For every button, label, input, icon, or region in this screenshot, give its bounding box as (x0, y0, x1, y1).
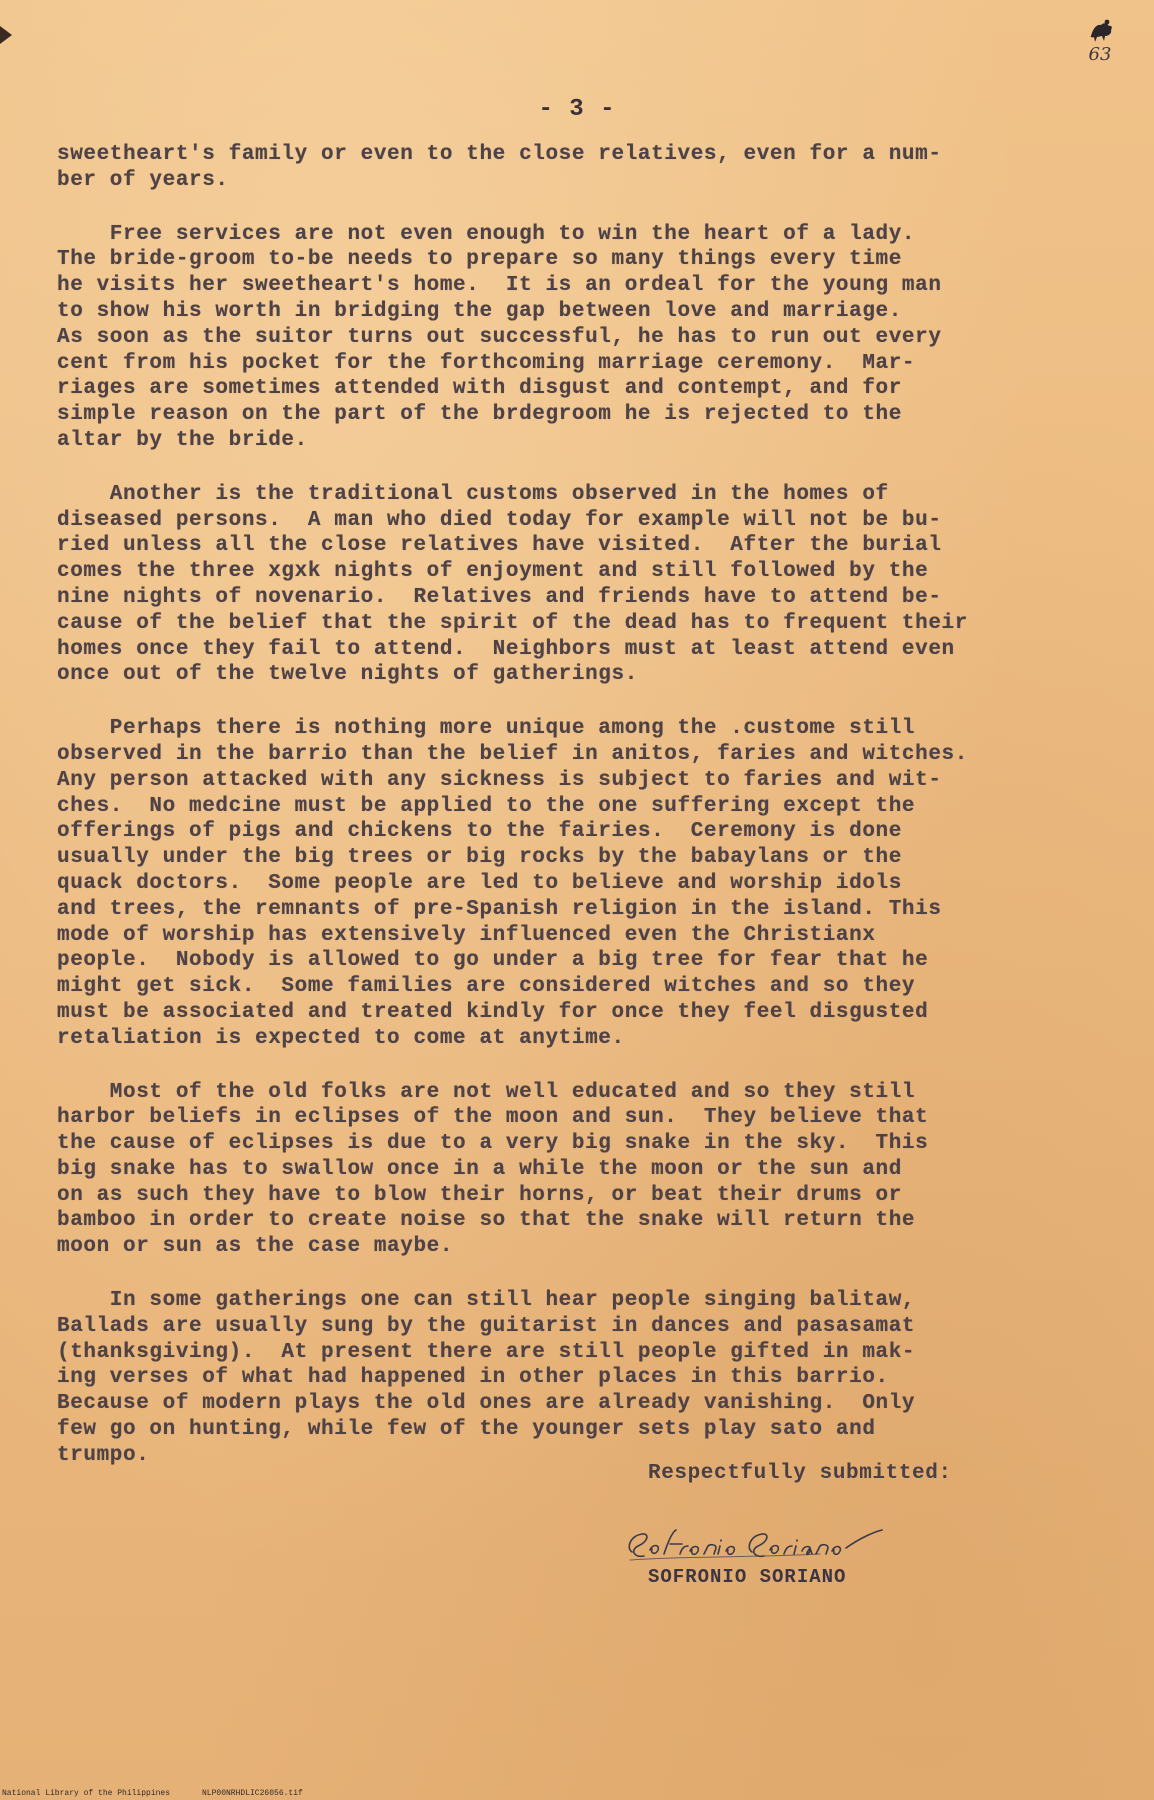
text-line: retaliation is expected to come at anytime. (57, 1026, 625, 1050)
scan-footer (0, 1788, 1154, 1800)
text-line: mode of worship has extensively influenced even the Christianx (57, 923, 876, 947)
footer-file-id: NLP00NRHDLIC26056.tif (202, 1789, 303, 1798)
text-line: cause of the belief that the spirit of the dead has to frequent their (57, 611, 968, 635)
page-number: - 3 - (538, 96, 616, 123)
text-line: Because of modern plays the old ones are already vanishing. Only (57, 1392, 916, 1416)
text-line: nine nights of novenario. Relatives and friends have to attend be- (57, 585, 942, 609)
text-line: The bride-groom to-be needs to prepare so many things every time (57, 248, 902, 272)
text-line: ing verses of what had happened in other places in this barrio. (57, 1366, 889, 1390)
closing-salutation: Respectfully submitted: (648, 1462, 952, 1485)
text-line: the cause of eclipses is due to a very big snake in the sky. This (57, 1132, 929, 1156)
handwritten-signature (620, 1518, 900, 1568)
text-line: Most of the old folks are not well educated and so they still (57, 1080, 916, 1104)
text-line: diseased persons. A man who died today for example will not be bu- (57, 508, 942, 532)
text-line: Ballads are usually sung by the guitarist in dances and pasasamat (57, 1314, 916, 1338)
paragraph-4 (57, 716, 1077, 1051)
text-line: Another is the traditional customs observed in the homes of (57, 482, 889, 506)
stamp-number: 63 (1088, 44, 1112, 65)
text-line: riages are sometimes attended with disgust and contempt, and for (57, 377, 902, 401)
text-line: harbor beliefs in eclipses of the moon and sun. They believe that (57, 1106, 929, 1130)
stamp-figure-icon (1085, 16, 1115, 46)
text-line: (thanksgiving). At present there are still people gifted in mak- (57, 1340, 916, 1364)
text-line: big snake has to swallow once in a while the moon or the sun and (57, 1157, 902, 1181)
text-line: and trees, the remnants of pre-Spanish religion in the island. This (57, 897, 942, 921)
corner-mark (0, 26, 12, 44)
text-line: ches. No medcine must be applied to the one suffering except the (57, 794, 916, 818)
text-line: might get sick. Some families are considered witches and so they (57, 975, 916, 999)
text-line: trumpo. (57, 1443, 150, 1467)
body-text (57, 142, 1077, 1497)
paragraph-3 (57, 482, 1077, 688)
text-line: to show his worth in bridging the gap between love and marriage. (57, 299, 902, 323)
page-stamp (1080, 16, 1120, 70)
paragraph-2 (57, 222, 1077, 454)
footer-institution: National Library of the Philippines (2, 1789, 171, 1798)
text-line: moon or sun as the case maybe. (57, 1235, 454, 1259)
text-line: once out of the twelve nights of gatherings. (57, 663, 638, 687)
paragraph-1 (57, 142, 1077, 194)
paragraph-6 (57, 1288, 1077, 1469)
text-line: sweetheart's family or even to the close relatives, even for a num- (57, 143, 942, 166)
text-line: As soon as the suitor turns out successful, he has to run out every (57, 325, 942, 349)
text-line: Any person attacked with any sickness is subject to faries and wit- (57, 768, 942, 792)
text-line: ried unless all the close relatives have visited. After the burial (57, 534, 942, 558)
paragraph-5 (57, 1080, 1077, 1261)
text-line: usually under the big trees or big rocks by the babaylans or the (57, 846, 902, 870)
text-line: Perhaps there is nothing more unique among the .custome still (57, 717, 916, 741)
text-line: cent from his pocket for the forthcoming marriage ceremony. Mar- (57, 351, 916, 375)
text-line: ber of years. (57, 168, 229, 192)
text-line: on as such they have to blow their horns, or beat their drums or (57, 1183, 902, 1207)
text-line: altar by the bride. (57, 428, 308, 452)
text-line: In some gatherings one can still hear people singing balitaw, (57, 1289, 916, 1313)
text-line: offerings of pigs and chickens to the fairies. Ceremony is done (57, 820, 902, 844)
text-line: must be associated and treated kindly for once they feel disgusted (57, 1000, 929, 1024)
text-line: Free services are not even enough to win the heart of a lady. (57, 222, 916, 246)
signatory-name: SOFRONIO SORIANO (648, 1566, 847, 1588)
text-line: observed in the barrio than the belief in anitos, faries and witches. (57, 742, 968, 766)
text-line: quack doctors. Some people are led to believe and worship idols (57, 871, 902, 895)
text-line: few go on hunting, while few of the younger sets play sato and (57, 1418, 876, 1442)
text-line: homes once they fail to attend. Neighbors must at least attend even (57, 637, 955, 661)
text-line: he visits her sweetheart's home. It is an ordeal for the young man (57, 274, 942, 298)
text-line: simple reason on the part of the brdegroom he is rejected to the (57, 403, 902, 427)
text-line: people. Nobody is allowed to go under a big tree for fear that he (57, 949, 929, 973)
text-line: comes the three xgxk nights of enjoyment and still followed by the (57, 560, 929, 584)
text-line: bamboo in order to create noise so that the snake will return the (57, 1209, 916, 1233)
